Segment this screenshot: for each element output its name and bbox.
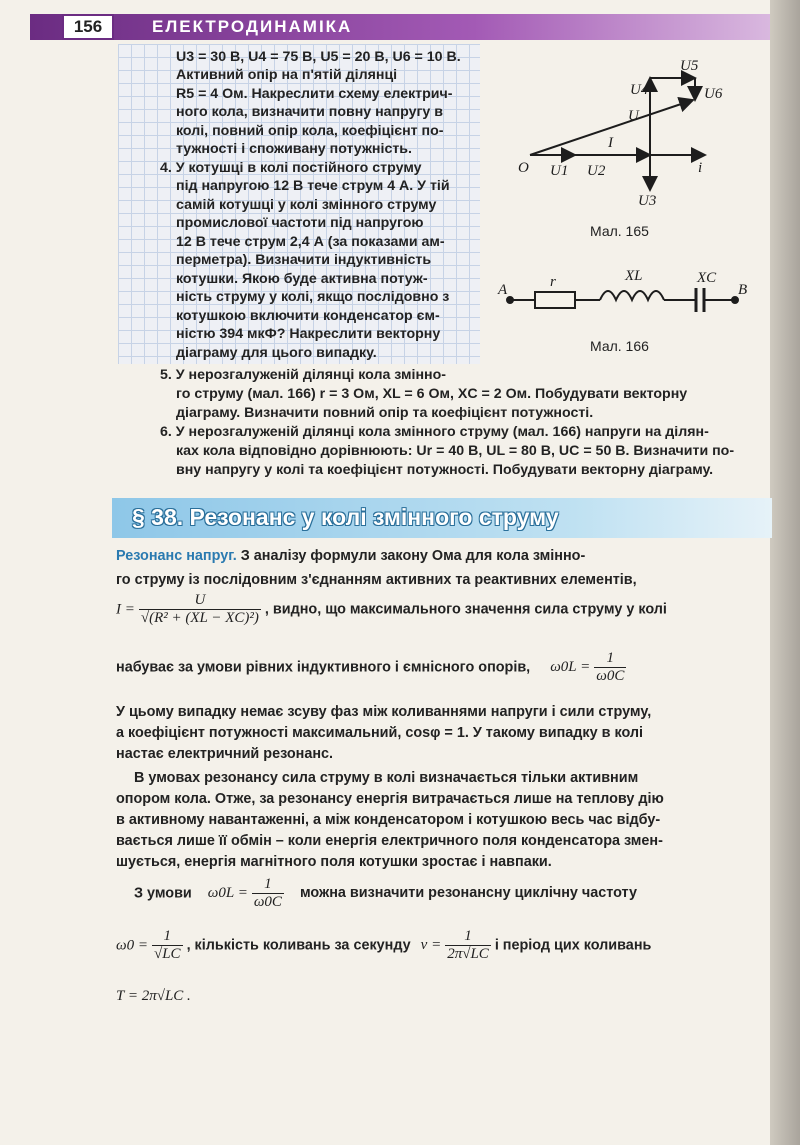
label-u2: U2 — [587, 163, 606, 179]
problem-text-line: колі, повний опір кола, коефіцієнт по- — [176, 123, 444, 139]
body-line-11: вається лише її обмін – коли енергія електричного поля конденсатора змен- — [116, 833, 663, 849]
problem-text-line: перметра). Визначити індуктивність — [176, 252, 432, 268]
nu-fraction: $\frac{1}{2\pi√LC}$ — [447, 928, 489, 962]
body-line-12: шується, енергія магнітного поля котушки зростає і навпаки. — [116, 854, 552, 870]
label-xc: XC — [697, 270, 717, 286]
label-a: A — [498, 282, 508, 298]
figure-166-caption: Мал. 166 — [590, 338, 649, 354]
problem-text-line: 12 В тече струм 2,4 А (за показами ам- — [176, 234, 445, 250]
problem-text-line: Активний опір на п'ятій ділянці — [176, 67, 398, 83]
resonance-fraction-2: $\frac{1}{\omega 0C}$ — [253, 876, 282, 910]
problem-text-line: 5. У нерозгалуженій ділянці кола змінно- — [160, 367, 446, 383]
problem-text-line: ність струму у колі, якщо послідовно з — [176, 289, 450, 305]
body-line-2: го струму із послідовним з'єднанням активних та реактивних елементів, — [116, 572, 637, 588]
section-heading: § 38. Резонанс у колі змінного струму — [132, 504, 559, 530]
resonance-fraction: $\frac{1}{\omega 0C}$ — [596, 650, 625, 684]
omega-fraction: $\frac{1}{√LC}$ — [153, 928, 181, 962]
resonance-frequency-line: З умови ω0L = $\frac{1}{\omega 0C}$ можна визначити резонансну циклічну частоту — [134, 876, 637, 910]
label-u3: U3 — [638, 193, 657, 209]
figure-166-circuit — [490, 268, 760, 328]
label-xl: XL — [625, 268, 643, 284]
problem-text-line: ках кола відповідно дорівнюють: Ur = 40 В, UL = 80 В, UC = 50 В. Визначити по- — [176, 443, 735, 459]
problem-text-line: діаграму. Визначити повний опір та коефіцієнт потужності. — [176, 405, 594, 421]
body-line-1: Резонанс напруг. З аналізу формули закону Ома для кола змінно- — [116, 548, 586, 564]
problem-text-line: го струму (мал. 166) r = 3 Ом, XL = 6 Ом, XC = 2 Ом. Побудувати векторну — [176, 386, 688, 402]
label-r: r — [550, 274, 556, 290]
page-edge — [770, 0, 800, 1145]
figure-165-vector-diagram — [490, 50, 760, 250]
problem-text-line: ного кола, визначити повну напругу в — [176, 104, 443, 120]
omega-nu-line: ω0 = $\frac{1}{√LC}$ , кількість коливань за секунду ν = $\frac{1}{2\pi√LC}$ і період цих коливань — [116, 928, 652, 962]
body-line-6: а коефіцієнт потужності максимальний, cosφ = 1. У такому випадку в колі — [116, 725, 644, 741]
problem-text-line: тужності і споживану потужність. — [176, 141, 412, 157]
label-b: B — [738, 282, 748, 298]
problem-text-line: 4. У котушці в колі постійного струму — [160, 160, 422, 176]
chapter-title: ЕЛЕКТРОДИНАМІКА — [152, 17, 353, 36]
problem-text-line: вну напругу у колі та коефіцієнт потужності. Побудувати векторну діаграму. — [176, 462, 714, 478]
problem-text-line: R5 = 4 Ом. Накреслити схему електрич- — [176, 86, 453, 102]
inductor-xl — [600, 291, 664, 300]
label-u5: U5 — [680, 58, 699, 74]
problem-text-line: ністю 394 мкФ? Накреслити векторну — [176, 326, 441, 342]
problem-text-line: промислової частоти під напругою — [176, 215, 424, 231]
label-u: U — [628, 108, 639, 124]
period-formula: T = 2π√LC . — [116, 988, 191, 1004]
label-u4: U4 — [630, 82, 649, 98]
problem-text-line: котушки. Якою буде активна потуж- — [176, 271, 428, 287]
label-current-small-i: i — [698, 160, 703, 176]
label-u1: U1 — [550, 163, 569, 179]
problem-text-line: самій котушці у колі змінного струму — [176, 197, 437, 213]
resonance-condition-line: набуває за умови рівних індуктивного і ємнісного опорів, ω0L = $\frac{1}{\omega 0C}$ — [116, 650, 625, 684]
body-line-9: опором кола. Отже, за резонансу енергія витрачається лише на теплову дію — [116, 791, 664, 807]
body-line-5: У цьому випадку немає зсуву фаз між коливаннями напруги і сили струму, — [116, 704, 652, 720]
ohm-law-formula-line: I = $\frac{U}{\text{√(R² + (XL − XC)²)}}$ , видно, що максимального значення сила струму у колі — [116, 592, 667, 626]
ohm-law-fraction: $\frac{U}{\text{√(R² + (XL − XC)²)}}$ — [140, 592, 259, 626]
figure-165-caption: Мал. 165 — [590, 223, 649, 239]
label-origin: O — [518, 160, 529, 176]
problem-text-line: діаграму для цього випадку. — [176, 345, 377, 361]
problem-text-line: 6. У нерозгалуженій ділянці кола змінного струму (мал. 166) напруги на ділян- — [160, 424, 709, 440]
resistor-r — [535, 292, 575, 308]
label-current-big-i: I — [608, 135, 613, 151]
body-line-7: настає електричний резонанс. — [116, 746, 334, 762]
label-u6: U6 — [704, 86, 723, 102]
page-number: 156 — [62, 14, 114, 40]
problem-text-line: U3 = 30 В, U4 = 75 В, U5 = 20 В, U6 = 10 В. — [176, 49, 461, 65]
body-line-8: В умовах резонансу сила струму в колі визначається тільки активним — [134, 770, 639, 786]
header-band — [30, 14, 770, 40]
body-line-10: в активному навантаженні, а між конденсатором і котушкою весь час відбу- — [116, 812, 661, 828]
lead-term: Резонанс напруг. — [116, 548, 237, 564]
problem-text-line: котушкою включити конденсатор єм- — [176, 308, 440, 324]
problem-text-line: під напругою 12 В тече струм 4 А. У тій — [176, 178, 450, 194]
